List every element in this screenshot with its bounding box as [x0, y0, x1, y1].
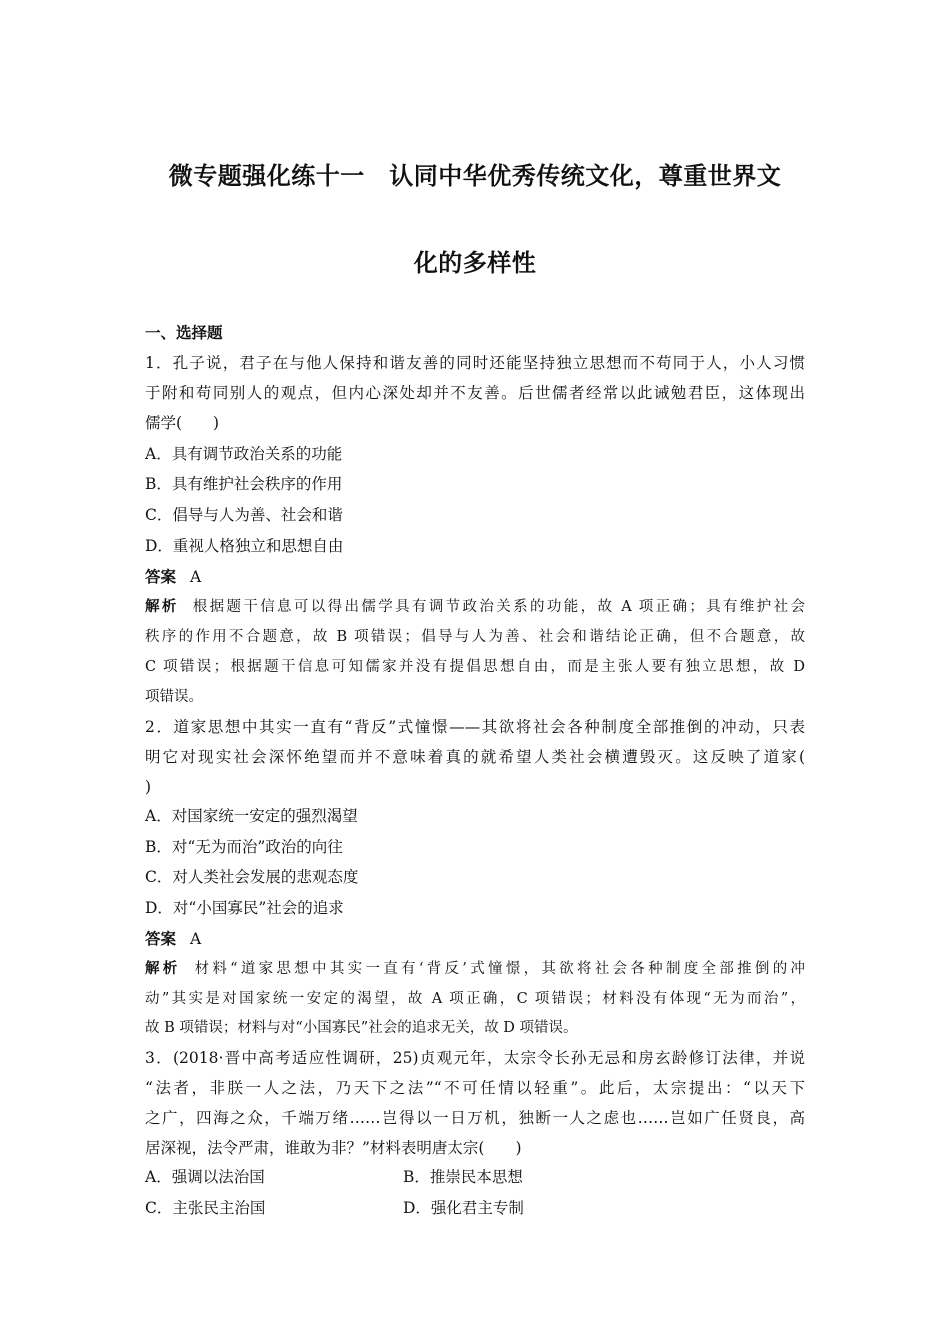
q3-stem-line: “法者，非朕一人之法，乃天下之法”“不可任情以轻重”。此后，太宗提出：“以天下 [145, 1079, 805, 1097]
q1-stem-line: 1．孔子说，君子在与他人保持和谐友善的同时还能坚持独立思想而不苟同于人，小人习惯 [145, 354, 805, 372]
q3-option-b: B．推崇民本思想 [403, 1168, 523, 1186]
q2-explain-line: 故 B 项错误；材料与对“小国寡民”社会的追求无关，故 D 项错误。 [145, 1020, 578, 1036]
page-title-line-2: 化的多样性 [413, 249, 537, 277]
q2-stem-line: 2．道家思想中其实一直有“背反”式憧憬——其欲将社会各种制度全部推倒的冲动，只表 [145, 718, 805, 736]
explain-text: 根据题干信息可以得出儒学具有调节政治关系的功能，故 A 项正确；具有维护社会 [192, 599, 806, 615]
explain-label: 解析 [145, 961, 181, 977]
q1-stem-line: 于附和苟同别人的观点，但内心深处却并不友善。后世儒者经常以此诫勉君臣，这体现出 [145, 384, 805, 402]
explain-text: 材料“道家思想中其实一直有‘背反’式憧憬，其欲将社会各种制度全部推倒的冲 [194, 961, 805, 977]
q3-stem-line: 居深视，法令严肃，谁敢为非？”材料表明唐太宗( ) [145, 1139, 522, 1157]
page-title-line-1: 微专题强化练十一 认同中华优秀传统文化，尊重世界文 [168, 162, 782, 190]
q2-answer [145, 928, 805, 950]
q2-stem-line: 明它对现实社会深怀绝望而并不意味着真的就希望人类社会横遭毁灭。这反映了道家( [145, 748, 805, 766]
q3-options-row [145, 1166, 805, 1188]
q2-option-d: D．对“小国寡民”社会的追求 [145, 899, 344, 917]
explain-label: 解析 [145, 599, 179, 615]
q2-stem-line: ) [145, 778, 152, 796]
answer-value: A [190, 568, 202, 586]
section-heading: 一、选择题 [145, 324, 223, 342]
q1-explain-line [145, 596, 805, 618]
q3-option-a: A．强调以法治国 [145, 1168, 265, 1186]
q3-stem-line: 之广，四海之众，千端万绪……岂得以一日万机，独断一人之虑也……岂如广任贤良，高 [145, 1109, 805, 1127]
q1-option-b: B．具有维护社会秩序的作用 [145, 475, 343, 493]
q3-options-row [145, 1197, 805, 1219]
q1-option-d: D．重视人格独立和思想自由 [145, 537, 344, 555]
q1-explain-line: 项错误。 [145, 689, 203, 705]
q3-option-d: D．强化君主专制 [403, 1199, 524, 1217]
q1-explain-line: 秩序的作用不合题意，故 B 项错误；倡导与人为善、社会和谐结论正确，但不合题意，故 [145, 629, 805, 645]
q2-option-c: C．对人类社会发展的悲观态度 [145, 868, 359, 886]
q2-option-b: B．对“无为而治”政治的向往 [145, 838, 343, 856]
q1-answer [145, 566, 805, 588]
q1-option-c: C．倡导与人为善、社会和谐 [145, 506, 343, 524]
q2-explain-line [145, 958, 805, 980]
q2-option-a: A．对国家统一安定的强烈渴望 [145, 807, 358, 825]
answer-value: A [190, 930, 202, 948]
q1-stem-line: 儒学( ) [145, 414, 220, 432]
answer-label: 答案 [145, 930, 177, 948]
answer-label: 答案 [145, 568, 177, 586]
q2-explain-line: 动”其实是对国家统一安定的渴望，故 A 项正确，C 项错误；材料没有体现“无为而治”， [145, 991, 805, 1007]
q3-option-c: C．主张民主治国 [145, 1199, 266, 1217]
q3-stem-line: 3．(2018·晋中高考适应性调研，25)贞观元年，太宗令长孙无忌和房玄龄修订法律，并说 [145, 1049, 805, 1067]
q1-option-a: A．具有调节政治关系的功能 [145, 445, 343, 463]
q1-explain-line: C 项错误；根据题干信息可知儒家并没有提倡思想自由，而是主张人要有独立思想，故 D [145, 659, 805, 675]
